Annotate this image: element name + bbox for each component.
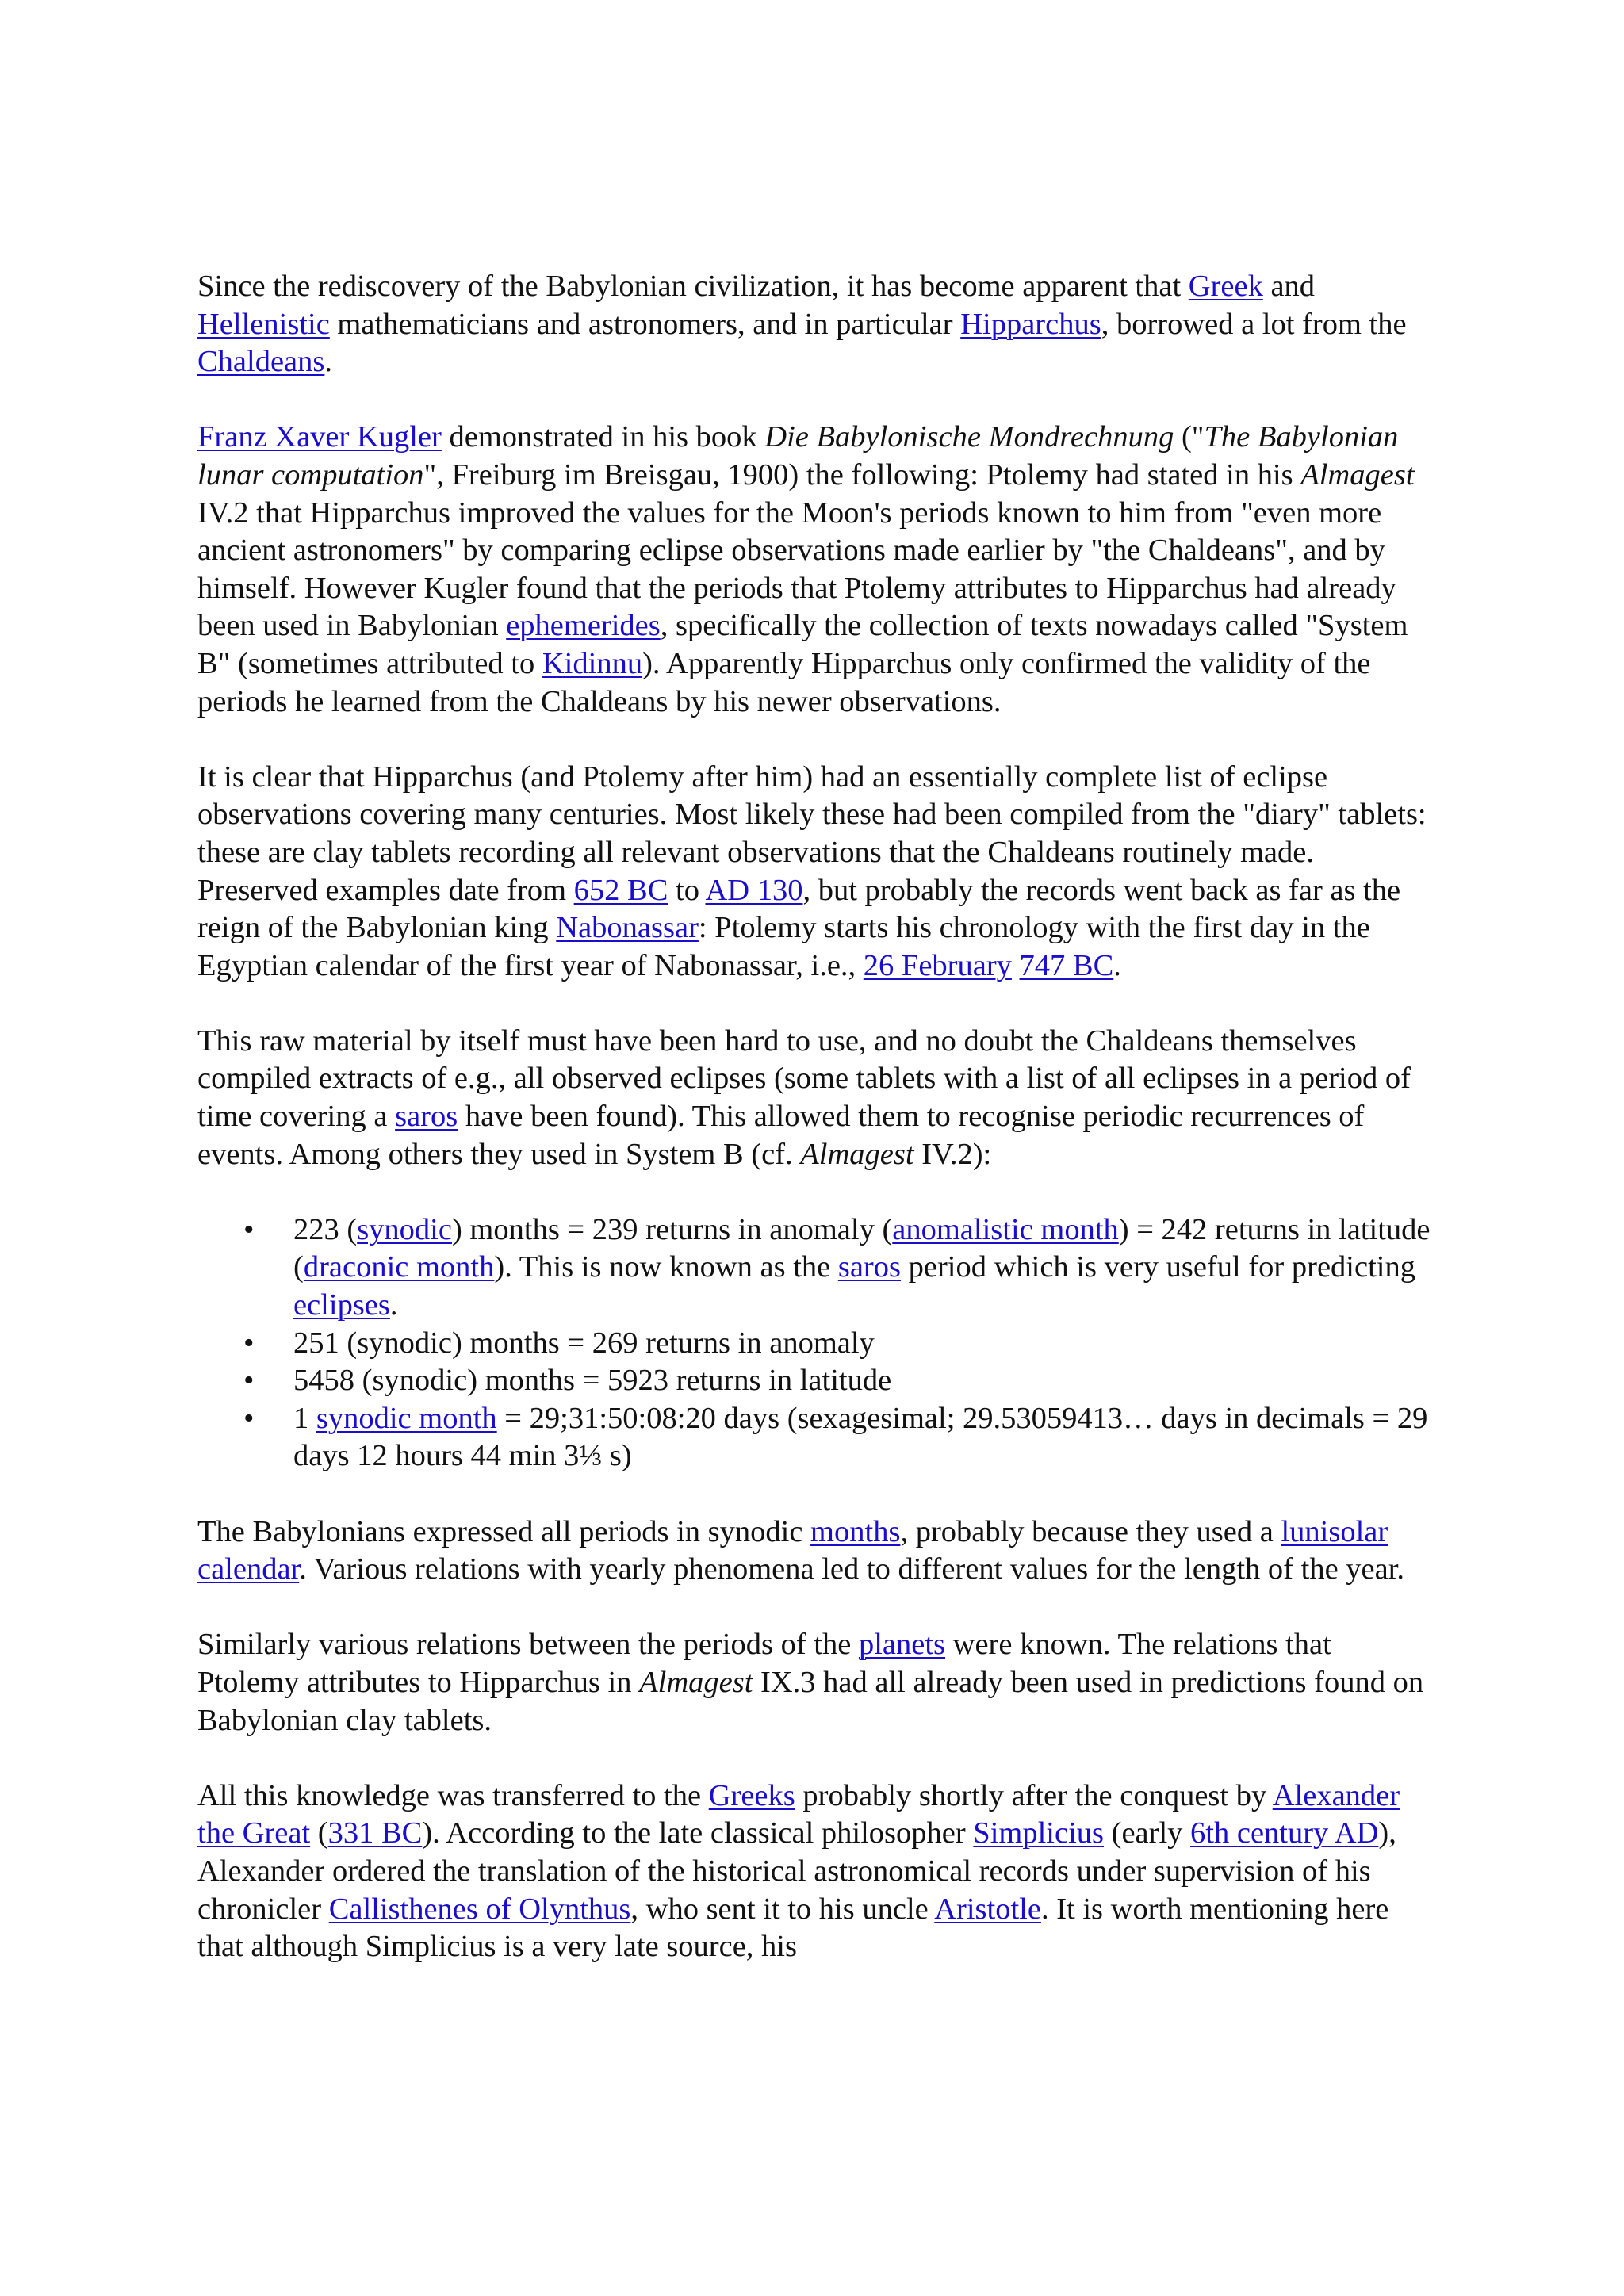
bullet-icon: • [243, 1401, 255, 1435]
bullet-icon: • [243, 1326, 255, 1360]
list-item: • 5458 (synodic) months = 5923 returns in latitude [293, 1362, 1434, 1400]
period-relations-list [197, 1211, 1434, 1475]
link-saros-period[interactable]: saros [837, 1250, 901, 1284]
paragraph-1: Since the rediscovery of the Babylonian civilization, it has become apparent that Greek and Hellenistic mathematicians and astronomers, and in particular Hipparchus, borrowed a lot from the Chaldeans. [197, 270, 1407, 379]
almagest-title: Almagest [800, 1137, 914, 1171]
link-simplicius[interactable]: Simplicius [973, 1816, 1105, 1850]
link-eclipses[interactable]: eclipses [293, 1288, 390, 1322]
link-ad-130[interactable]: AD 130 [705, 873, 803, 907]
bullet-icon: • [243, 1212, 255, 1246]
link-synodic-month[interactable]: synodic month [316, 1401, 497, 1435]
paragraph-2: Franz Xaver Kugler demonstrated in his book Die Babylonische Mondrechnung ("The Babylonian lunar computation", Freiburg im Breisgau, 1900) the following: Ptolemy had stated in his Almagest IV.2 that Hipparchus improved the values for the Moon's periods known to him from "even more ancient astronomers" by comparing eclipse observations made earlier by "the Chaldeans", and by himself. However Kugler found that the periods that Ptolemy attributes to Hipparchus had already been used in Babylonian ephemerides, specifically the collection of texts nowadays called "System B" (sometimes attributed to Kidinnu). Apparently Hipparchus only confirmed the validity of the periods he learned from the Chaldeans by his newer observations. [197, 420, 1415, 718]
link-synodic[interactable]: synodic [357, 1212, 452, 1246]
link-hipparchus[interactable]: Hipparchus [960, 307, 1101, 341]
almagest-title: Almagest [639, 1665, 753, 1699]
link-planets[interactable]: planets [858, 1628, 946, 1662]
link-nabonassar[interactable]: Nabonassar [556, 911, 699, 945]
document-page [197, 268, 1434, 2003]
book-title-translation: The Babylonian lunar computation [197, 420, 1399, 492]
link-greek[interactable]: Greek [1188, 270, 1263, 303]
link-331-bc[interactable]: 331 BC [327, 1816, 423, 1850]
link-747-bc[interactable]: 747 BC [1019, 948, 1114, 982]
link-kidinnu[interactable]: Kidinnu [542, 646, 643, 680]
link-26-february[interactable]: 26 February [863, 948, 1012, 982]
link-chaldeans[interactable]: Chaldeans [197, 345, 325, 379]
bullet-icon: • [243, 1364, 255, 1398]
paragraph-3: It is clear that Hipparchus (and Ptolemy after him) had an essentially complete list of eclipse observations covering many centuries. Most likely these had been compiled from the "diary" tablets: these are clay tablets recording all relevant observations that the Chaldeans routinely made. Preserved examples date from 652 BC to AD 130, but probably the records went back as far as the reign of the Babylonian king Nabonassar: Ptolemy starts his chronology with the first day in the Egyptian calendar of the first year of Nabonassar, i.e., 26 February 747 BC. [197, 760, 1427, 982]
link-lunisolar-calendar[interactable]: lunisolar calendar [197, 1514, 1388, 1586]
list-item: • 1 synodic month = 29;31:50:08:20 days (sexagesimal; 29.53059413… days in decimals = 29 days 12 hours 44 min 3⅓ s) [243, 1401, 1428, 1473]
almagest-title: Almagest [1300, 457, 1415, 492]
link-draconic-month[interactable]: draconic month [303, 1250, 495, 1284]
link-franz-xaver-kugler[interactable]: Franz Xaver Kugler [197, 420, 442, 454]
link-saros[interactable]: saros [395, 1100, 458, 1134]
paragraph-6: Similarly various relations between the periods of the planets were known. The relations that Ptolemy attributes to Hipparchus in Almagest IX.3 had all already been used in predictions found on Babylonian clay tablets. [197, 1628, 1424, 1737]
link-ephemerides[interactable]: ephemerides [506, 609, 661, 643]
link-hellenistic[interactable]: Hellenistic [197, 307, 330, 341]
link-anomalistic-month[interactable]: anomalistic month [892, 1212, 1119, 1246]
link-aristotle[interactable]: Aristotle [934, 1892, 1041, 1926]
link-greeks[interactable]: Greeks [708, 1778, 795, 1812]
list-item: • 251 (synodic) months = 269 returns in anomaly [293, 1325, 1434, 1363]
link-months[interactable]: months [810, 1514, 901, 1548]
link-6th-century-ad[interactable]: 6th century AD [1190, 1816, 1379, 1850]
list-item: • 223 (synodic) months = 239 returns in anomaly (anomalistic month) = 242 returns in latitude (draconic month). This is now known as the saros period which is very useful for predicting eclipses. [243, 1212, 1431, 1322]
book-title: Die Babylonische Mondrechnung [764, 420, 1174, 454]
link-652-bc[interactable]: 652 BC [573, 873, 668, 907]
paragraph-7: All this knowledge was transferred to the Greeks probably shortly after the conquest by Alexander the Great (331 BC). According to the late classical philosopher Simplicius (early 6th century AD), Alexander ordered the translation of the historical astronomical records under supervision of his chronicler Callisthenes of Olynthus, who sent it to his uncle Aristotle. It is worth mentioning here that although Simplicius is a very late source, his [197, 1778, 1400, 1964]
paragraph-5: The Babylonians expressed all periods in synodic months, probably because they used a lunisolar calendar. Various relations with yearly phenomena led to different values for the length of the year. [197, 1514, 1405, 1586]
link-alexander-the-great[interactable]: Alexander the Great [197, 1778, 1400, 1850]
paragraph-4: This raw material by itself must have been hard to use, and no doubt the Chaldeans themselves compiled extracts of e.g., all observed eclipses (some tablets with a list of all eclipses in a period of time covering a saros have been found). This allowed them to recognise periodic recurrences of events. Among others they used in System B (cf. Almagest IV.2): [197, 1024, 1411, 1171]
link-callisthenes-of-olynthus[interactable]: Callisthenes of Olynthus [328, 1892, 631, 1926]
